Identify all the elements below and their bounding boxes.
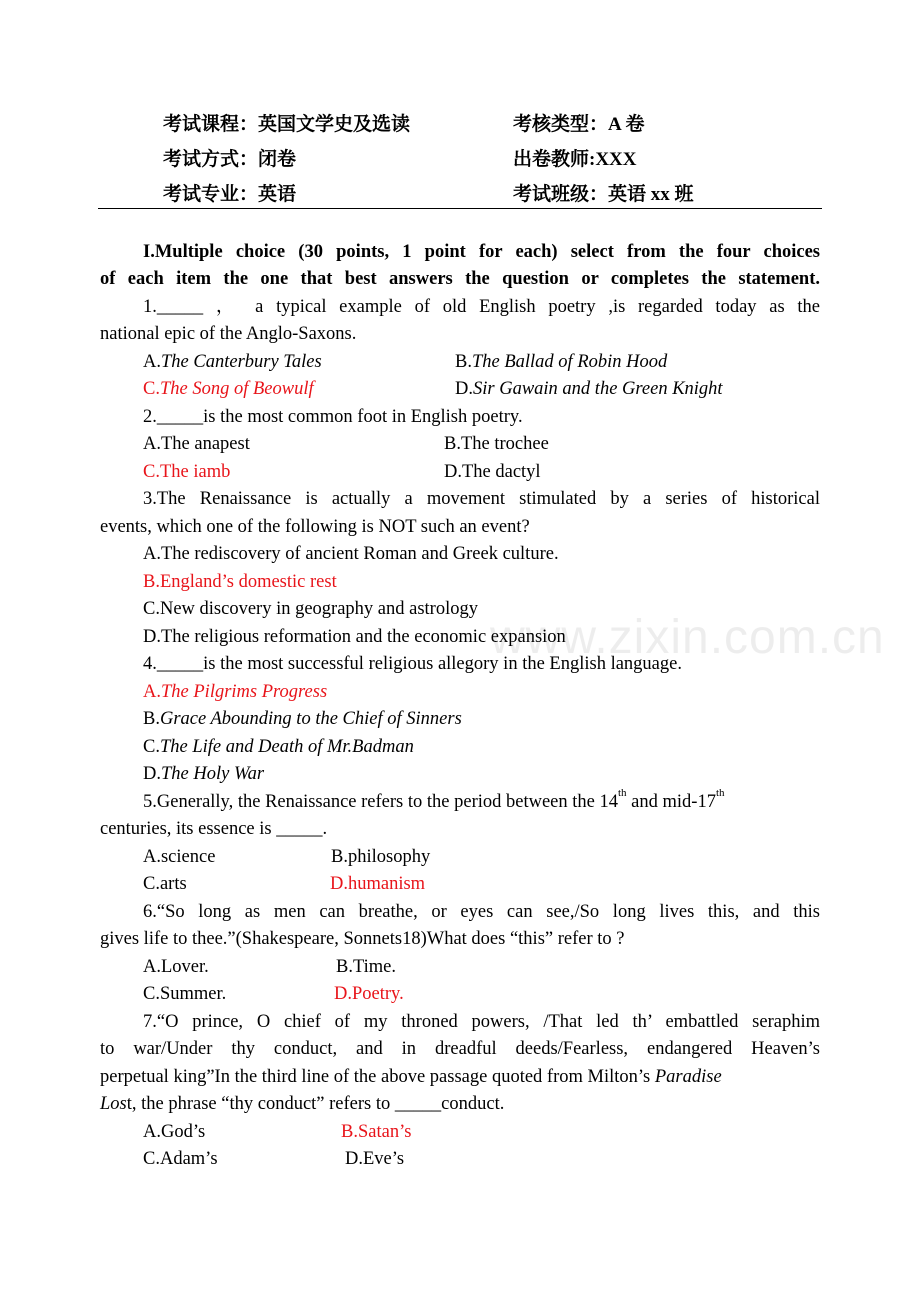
q1-option-d [455,377,723,401]
exam-teacher [513,144,637,171]
q7-stem-line1: 7.“O prince, O chief of my throned powers, /That led th’ embattled seraphim [143,1012,820,1032]
q5-option-b: B.philosophy [331,847,431,867]
q7-option-b: B.Satan’s [341,1122,412,1142]
q6-option-a: A.Lover. [143,957,209,977]
q1-option-d-prefix: D. [455,379,473,399]
q5-option-d: D.humanism [330,874,426,894]
q1-option-d-title: Sir Gawain and the Green Knight [473,379,723,399]
exam-course: 考试课程：英国文学史及选读 [163,114,411,135]
exam-major: 考试专业：英语 [163,184,297,205]
q1-option-b-prefix: B. [455,352,472,372]
q5-stem-line2: centuries, its essence is _____. [100,819,328,839]
q4-option-b-prefix: B. [143,709,160,729]
exam-teacher-label: 出卷教师: [513,149,596,170]
exam-type [513,109,644,136]
q2-option-d: D.The dactyl [444,462,541,482]
q4-option-a-prefix: A. [143,682,161,702]
q5-stem-part2: and mid-17 [626,792,716,812]
q4-option-a-title: The Pilgrims Progress [161,682,328,702]
q1-option-b-title: The Ballad of Robin Hood [471,352,668,372]
q1-option-a-title: The Canterbury Tales [161,352,322,372]
q4-option-a [143,680,327,704]
q6-stem-line1: 6.“So long as men can breathe, or eyes can see,/So long lives this, and this [143,902,820,922]
q1-option-c-prefix: C. [143,379,160,399]
q3-stem-line1: 3.The Renaissance is actually a movement stimulated by a series of historical [143,489,820,509]
exam-class [513,179,694,206]
q3-option-b: B.England’s domestic rest [143,572,337,592]
q7-option-d: D.Eve’s [345,1149,405,1169]
q2-option-c: C.The iamb [143,462,231,482]
q3-option-c: C.New discovery in geography and astrology [143,599,478,619]
q7-option-c: C.Adam’s [143,1149,218,1169]
q4-option-b [143,707,462,731]
q1-option-a-prefix: A. [143,352,161,372]
q7-stem-line4 [100,1092,504,1116]
q1-option-c-title: The Song of Beowulf [159,379,314,399]
q5-superscript-2: th [715,787,725,799]
q4-option-d-prefix: D. [143,764,161,784]
exam-teacher-value: XXX [595,149,637,170]
q1-option-b [455,350,667,374]
exam-type-label: 考核类型： [513,114,609,135]
section-heading-line2: of each item the one that best answers the question or completes the statement. [100,269,820,289]
q6-stem-line2: gives life to thee.”(Shakespeare, Sonnets18)What does “this” refer to ? [100,929,625,949]
exam-type-value: A 卷 [608,114,645,135]
q2-option-a: A.The anapest [143,434,250,454]
exam-class-label: 考试班级： [513,184,609,205]
header-divider [98,208,822,209]
q4-option-c-prefix: C. [143,737,160,757]
q7-stem-line3-text: perpetual king”In the third line of the above passage quoted from Milton’s [100,1067,655,1087]
q5-stem-part1: 5.Generally, the Renaissance refers to the period between the 14 [143,792,618,812]
q3-option-a: A.The rediscovery of ancient Roman and Greek culture. [143,544,559,564]
q4-option-d-title: The Holy War [161,764,265,784]
section-heading-line1: I.Multiple choice (30 points, 1 point for each) select from the four choices [143,242,820,262]
q4-option-b-title: Grace Abounding to the Chief of Sinners [159,709,462,729]
q5-superscript-1: th [617,787,627,799]
q7-stem-line2: to war/Under thy conduct, and in dreadful deeds/Fearless, endangered Heaven’s [100,1039,820,1059]
q6-option-c: C.Summer. [143,984,227,1004]
q6-option-d: D.Poetry. [334,984,404,1004]
exam-class-value: 英语 xx 班 [608,184,694,205]
q5-option-c: C.arts [143,874,187,894]
q7-stem-line4-text: t, the phrase “thy conduct” refers to _____conduct. [126,1094,505,1114]
q7-stem-line3-title: Paradise [654,1067,722,1087]
q2-option-b: B.The trochee [444,434,549,454]
q7-option-a: A.God’s [143,1122,206,1142]
watermark: www.zixin.com.cn [490,611,885,664]
q5-option-a: A.science [143,847,216,867]
q2-stem: 2._____is the most common foot in English poetry. [143,407,523,427]
q3-option-d: D.The religious reformation and the economic expansion [143,627,566,647]
q4-option-c [143,735,414,759]
q3-stem-line2: events, which one of the following is NOT such an event? [100,517,530,537]
q1-option-c [143,377,314,401]
q6-option-b: B.Time. [336,957,396,977]
q4-option-d [143,762,264,786]
q4-stem: 4._____is the most successful religious allegory in the English language. [143,654,682,674]
q4-option-c-title: The Life and Death of Mr.Badman [159,737,414,757]
q1-stem-line1: 1._____ ， a typical example of old English poetry ,is regarded today as the [143,297,820,317]
q5-stem-line1 [143,787,725,814]
q7-stem-line4-title: Los [100,1094,127,1114]
q1-stem-line2: national epic of the Anglo-Saxons. [100,324,357,344]
q1-option-a [143,350,322,374]
exam-mode: 考试方式：闭卷 [163,149,297,170]
q7-stem-line3 [100,1065,722,1089]
